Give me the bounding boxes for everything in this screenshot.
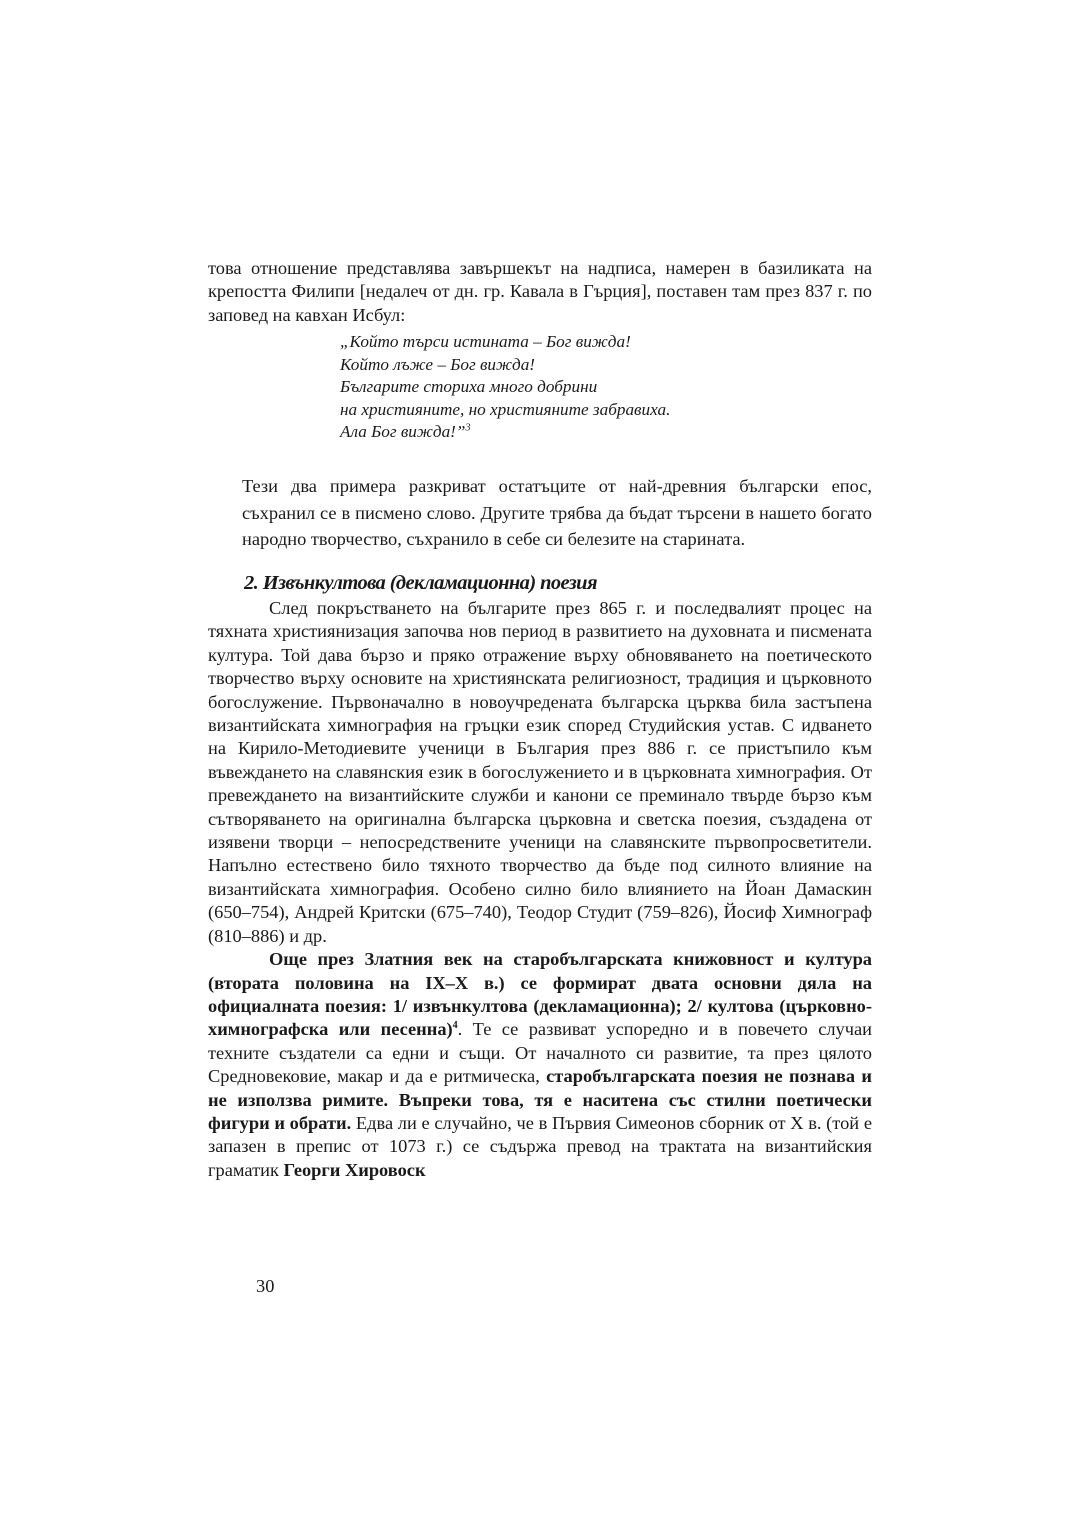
bold-passage: Още през Златния век на старобългарската книжовност и култура (втората половина на IX–X в.) се формират двата основни дяла на официалната поезия: 1/ извънкултова (декламационна); 2/ култова (църковно-химнографска или песенна) [208, 949, 872, 1040]
plain-passage: . Те се развиват успоредно и в повечето случаи техните създатели са едни и същи. От началното си развитие, та през цялото Средновековие, макар и да е ритмическа, [208, 1019, 872, 1087]
quote-line: Българите сториха много добрини [340, 377, 598, 397]
body-paragraph-2 [208, 948, 872, 1182]
section-heading: 2. Извънкултова (декламационна) поезия [244, 572, 597, 594]
quote-line-text: Ала Бог вижда!” [340, 422, 466, 442]
quote-line: Който лъже – Бог вижда! [340, 354, 536, 374]
summary-text: Тези два примера разкриват остатъците от най-древния български епос, съхранил се в писмено слово. Другите трябва да бъдат търсени в нашето богато народно творчество, съхранило в себе си белезите на старината. [242, 476, 872, 549]
quote-line-last [340, 421, 860, 444]
bold-name: Георги Хировоск [283, 1159, 426, 1180]
summary-paragraph [242, 473, 872, 553]
bold-passage: старобългарската поезия не познава и не използва римите. Въпреки това, тя е наситена със стилни поетически фигури и обрати. [208, 1066, 872, 1133]
quote-line: „Който търси истината – Бог вижда! [340, 332, 631, 351]
footnote-ref: 3 [465, 422, 471, 434]
page-number: 30 [256, 1276, 275, 1296]
plain-passage: Едва ли е случайно, че в Първия Симеонов сборник от X в. (той е запазен в препис от 1073 г.) се съдържа превод на трактата на византийския граматик [208, 1112, 872, 1180]
footnote-ref: 4 [452, 1020, 458, 1032]
section-body [208, 597, 872, 1182]
quote-line: на християните, но християните забравиха. [340, 399, 671, 419]
body-paragraph-1: След покръстването на българите през 865 г. и последвалият процес на тяхната християнизация започва нов период в развитието на духовната и писмената култура. Той дава бързо и пряко отражение върху обновяването на поетическото творчество върху основите на християнската религиозност, традиция и църковното богослужение. Първоначално в новоучредената българска църква била застъпена византийската химнография на гръцки език според Студийския устав. С идването на Кирило-Методиевите ученици в България през 886 г. се пристъпило към въвеждането на славянския език в богослужението и в църковната химнография. От превеждането на византийските служби и канони се преминало твърде бързо към сътворяването на оригинална българска църковна и светска поезия, създадена от изявени творци – непосредствените ученици на славянските първопросветители. Напълно естествено било тяхното творчество да бъде под силното влияние на византийската химнография. Особено силно било влиянието на Йоан Дамаскин (650–754), Андрей Критски (675–740), Теодор Студит (759–826), Йосиф Химнограф (810–886) и др. [208, 598, 872, 946]
intro-text: това отношение представлява завършекът на надписа, намерен в базиликата на крепостта Филипи [недалеч от дн. гр. Кавала в Гърция], поставен там през 837 г. по заповед на кавхан Исбул: [208, 258, 872, 325]
intro-paragraph [208, 257, 872, 327]
inscription-quote [340, 331, 860, 444]
